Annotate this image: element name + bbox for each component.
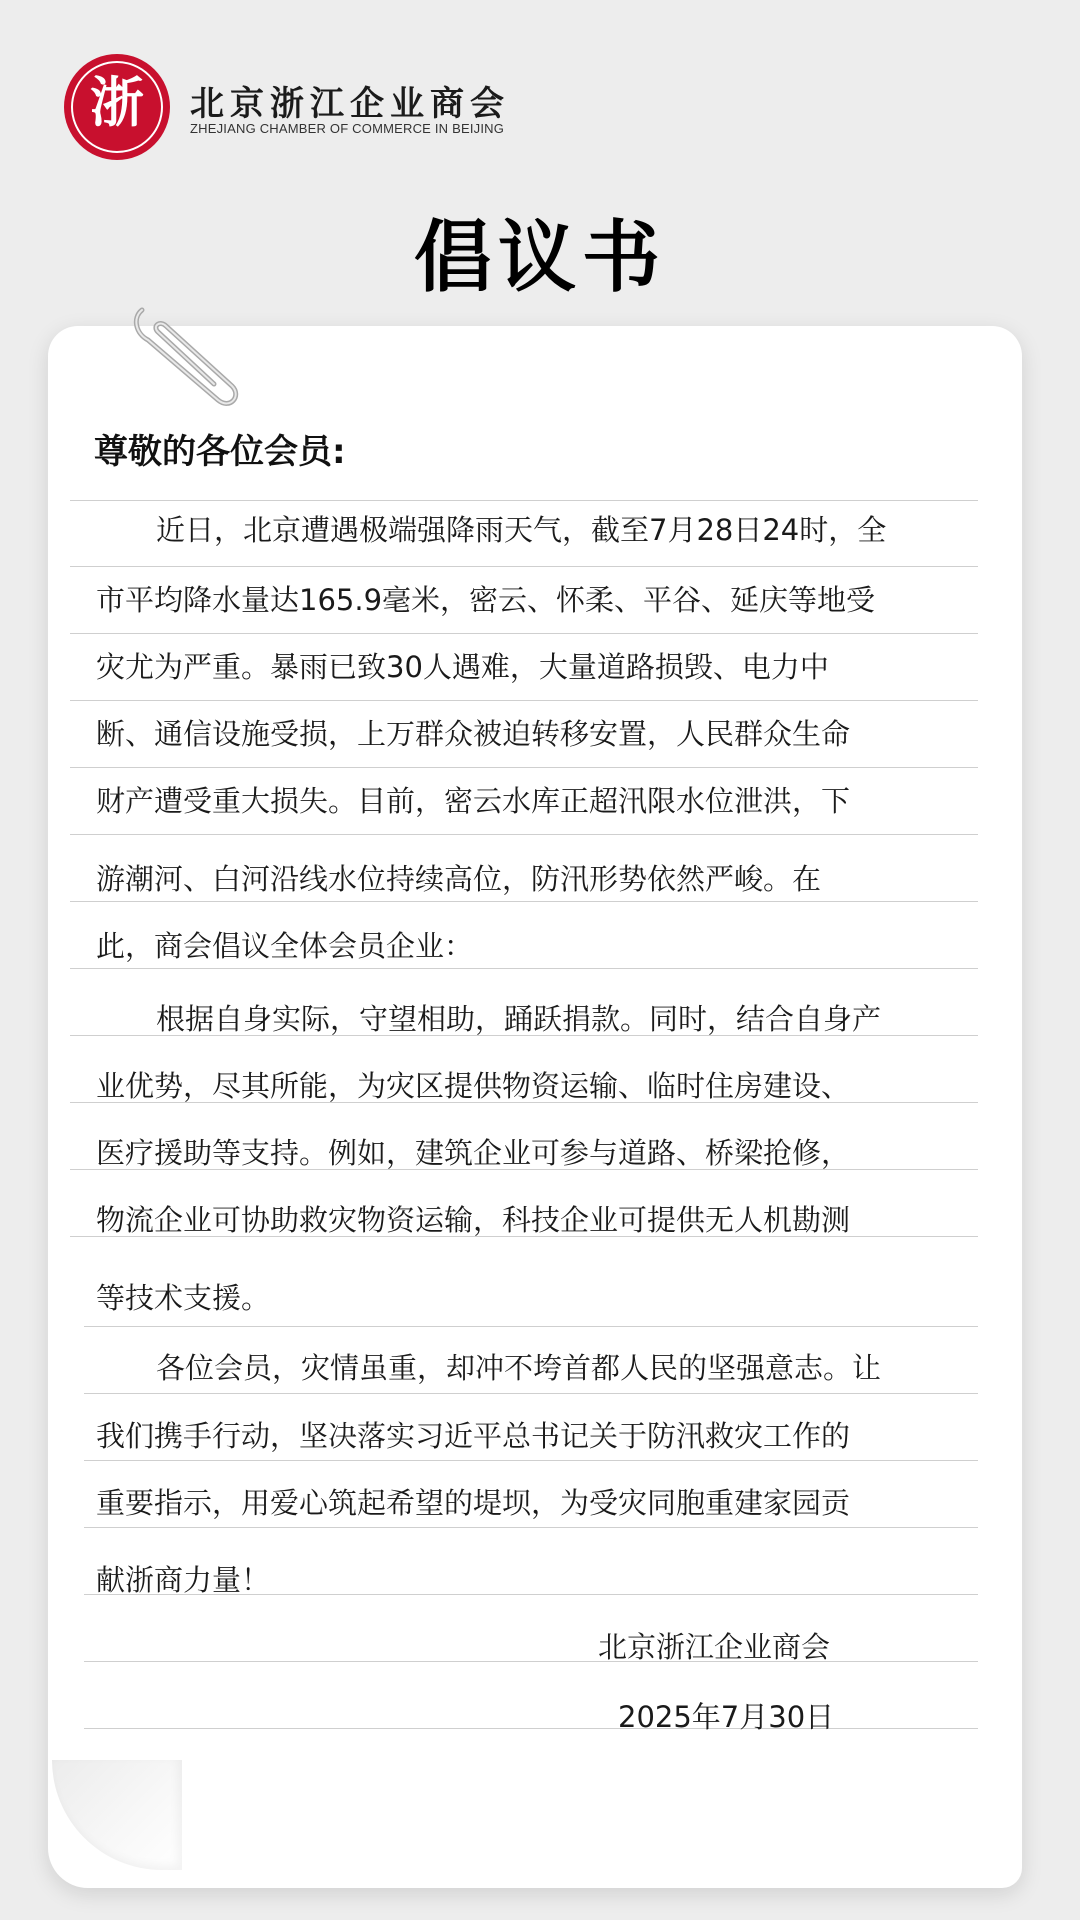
- document-title: 倡议书: [413, 213, 666, 303]
- paragraph-1-line: 近日，北京遭遇极端强降雨天气，截至7月28日24时，全: [156, 513, 887, 547]
- ruled-line: [84, 1661, 978, 1662]
- ruled-line: [84, 1326, 978, 1327]
- signature-date: 2025年7月30日: [618, 1700, 835, 1734]
- paragraph-1-line: 市平均降水量达165.9毫米，密云、怀柔、平谷、延庆等地受: [96, 583, 876, 617]
- paragraph-1-line: 游潮河、白河沿线水位持续高位，防汛形势依然严峻。在: [96, 862, 822, 896]
- ruled-line: [70, 633, 978, 634]
- ruled-line: [84, 1728, 978, 1729]
- paragraph-3-line: 我们携手行动，坚决落实习近平总书记关于防汛救灾工作的: [96, 1419, 851, 1453]
- ruled-line: [70, 767, 978, 768]
- org-name-english: ZHEJIANG CHAMBER OF COMMERCE IN BEIJING: [190, 121, 505, 136]
- ruled-line: [70, 500, 978, 501]
- paragraph-1-line: 断、通信设施受损，上万群众被迫转移安置，人民群众生命: [96, 717, 851, 751]
- ruled-line: [70, 901, 978, 902]
- chamber-logo: [64, 54, 170, 160]
- ruled-line: [84, 1393, 978, 1394]
- ruled-line: [84, 1460, 978, 1461]
- paragraph-3-line: 献浙商力量！: [96, 1563, 271, 1597]
- paragraph-2-line: 根据自身实际，守望相助，踊跃捐款。同时，结合自身产: [156, 1002, 882, 1036]
- ruled-line: [70, 700, 978, 701]
- signature-org: 北京浙江企业商会: [598, 1630, 831, 1664]
- paragraph-1-line: 此，商会倡议全体会员企业：: [96, 929, 474, 963]
- paragraph-1-line: 灾尤为严重。暴雨已致30人遇难，大量道路损毁、电力中: [96, 650, 829, 684]
- logo-glyph: 浙: [90, 70, 144, 134]
- org-name: 北京浙江企业商会: [190, 84, 510, 124]
- ruled-line: [70, 968, 978, 969]
- paragraph-2-line: 业优势，尽其所能，为灾区提供物资运输、临时住房建设、: [96, 1069, 851, 1103]
- paragraph-2-line: 等技术支援。: [96, 1281, 271, 1315]
- greeting: 尊敬的各位会员:: [94, 432, 346, 472]
- paragraph-2-line: 物流企业可协助救灾物资运输，科技企业可提供无人机勘测: [96, 1203, 851, 1237]
- ruled-line: [70, 834, 978, 835]
- ruled-line: [70, 566, 978, 567]
- paragraph-2-line: 医疗援助等支持。例如，建筑企业可参与道路、桥梁抢修，: [96, 1136, 851, 1170]
- ruled-line: [84, 1527, 978, 1528]
- paragraph-3-line: 各位会员，灾情虽重，却冲不垮首都人民的坚强意志。让: [156, 1351, 882, 1385]
- paragraph-1-line: 财产遭受重大损失。目前，密云水库正超汛限水位泄洪，下: [96, 784, 851, 818]
- paragraph-3-line: 重要指示，用爱心筑起希望的堤坝，为受灾同胞重建家园贡: [96, 1486, 851, 1520]
- letter-paper: [48, 326, 1022, 1888]
- paperclip-icon: [130, 296, 242, 416]
